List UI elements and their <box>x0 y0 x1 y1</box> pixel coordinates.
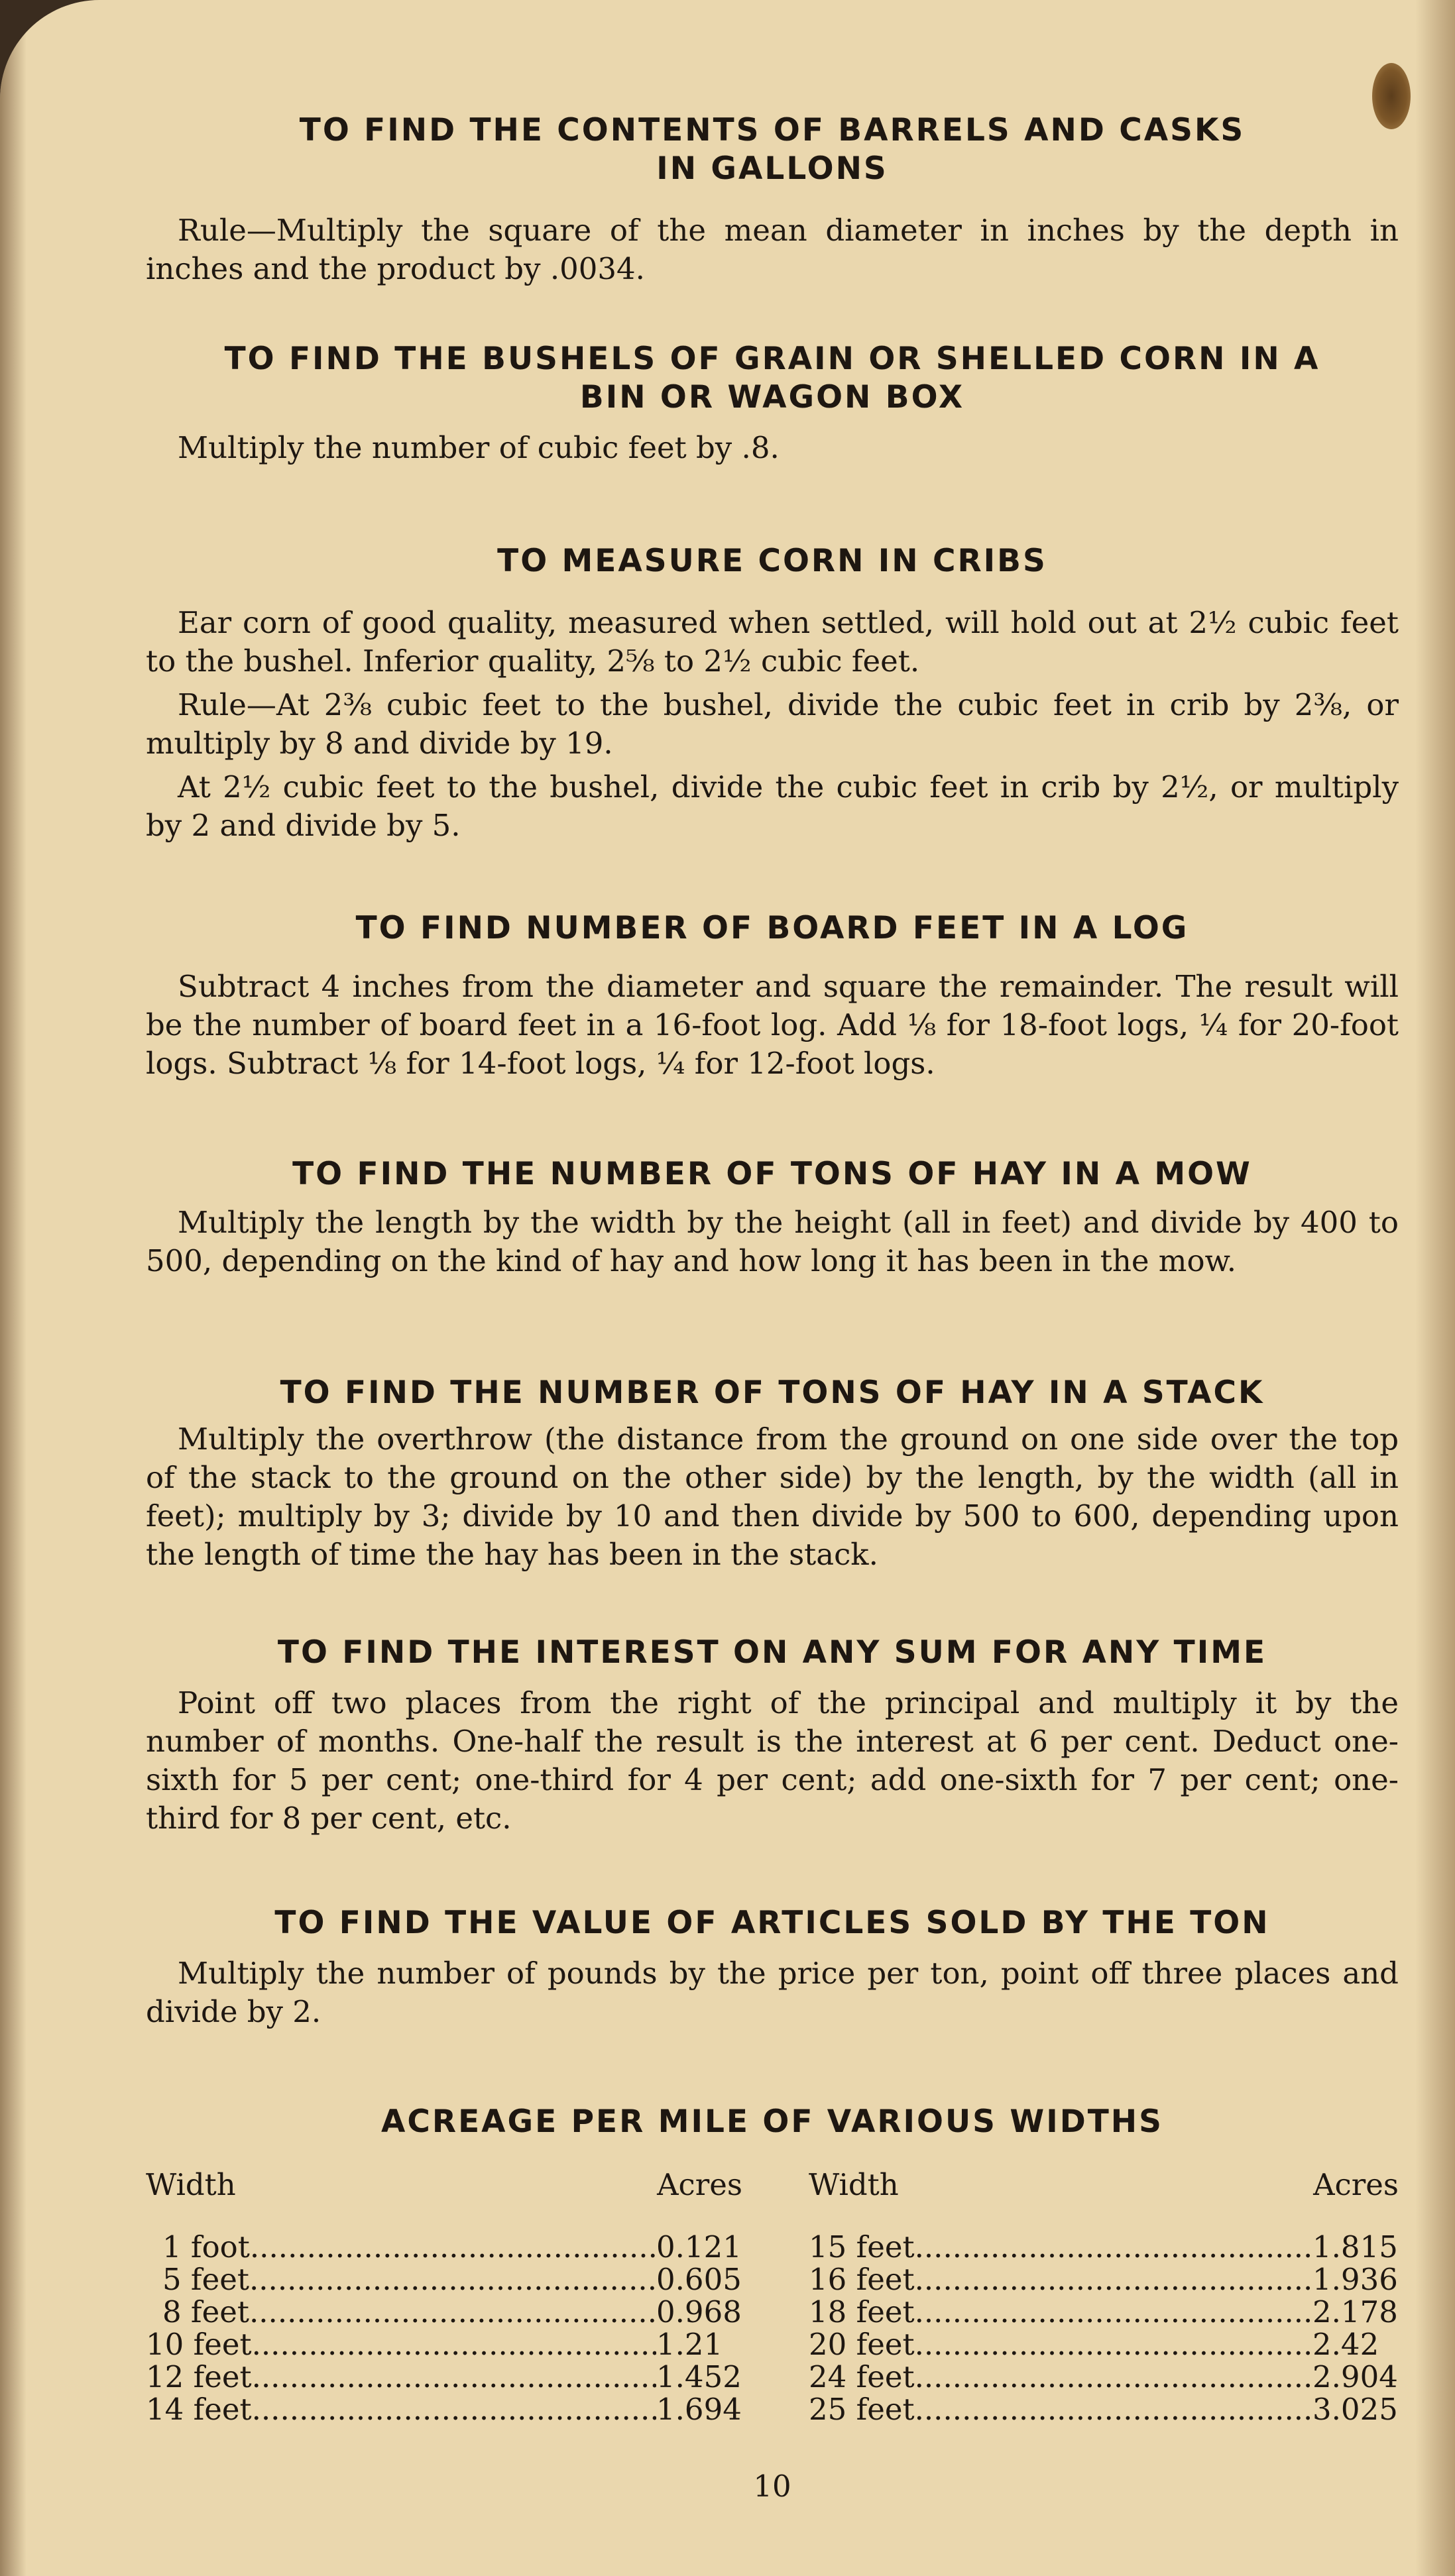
table-title: ACREAGE PER MILE OF VARIOUS WIDTHS <box>381 2103 1163 2140</box>
width-column-header: Width <box>146 2167 236 2202</box>
section-paragraph: At 2½ cubic feet to the bushel, divide the cubic feet in crib by 2½, or multiply by 2 and divide by 5. <box>146 769 1399 843</box>
acreage-table <box>146 2103 1399 2427</box>
section-paragraph: Multiply the number of pounds by the price per ton, point off three places and divide by 2. <box>146 1956 1399 2029</box>
section-corn-cribs <box>146 542 1399 845</box>
section-barrels-casks <box>146 111 1399 288</box>
width-column-header: Width <box>809 2167 899 2202</box>
page-number: 10 <box>753 2469 791 2504</box>
section-heading: TO FIND THE INTEREST ON ANY SUM FOR ANY TIME <box>277 1634 1267 1671</box>
page-edge-shadow <box>1415 0 1455 2576</box>
table-row: 16 feet ..... 1.936 <box>809 2263 1399 2296</box>
table-row: 8 feet ..... 0.968 <box>146 2296 742 2328</box>
acres-column-header: Acres <box>1313 2167 1399 2202</box>
section-paragraph: Multiply the overthrow (the distance from the ground on one side over the top of the stack to the ground on the other side) by the length, by the width (all in feet); multiply by 3; divide by 10 and then divide by 500 to 600, depending upon the length of time the hay has been in the stack. <box>146 1422 1399 1572</box>
section-hay-mow <box>146 1155 1399 1280</box>
table-row: 10 feet ..... 1.21 <box>146 2328 742 2361</box>
acres-column-header: Acres <box>657 2167 742 2202</box>
page-spine-shadow <box>0 0 27 2576</box>
section-paragraph: Multiply the length by the width by the height (all in feet) and divide by 400 to 500, depending on the kind of hay and how long it has been in the mow. <box>146 1205 1399 1278</box>
table-row: 14 feet ..... 1.694 <box>146 2393 742 2426</box>
section-heading: TO FIND THE NUMBER OF TONS OF HAY IN A MOW <box>292 1156 1252 1192</box>
table-row: 24 feet ..... 2.904 <box>809 2361 1399 2393</box>
section-interest <box>146 1634 1399 1838</box>
section-hay-stack <box>146 1374 1399 1574</box>
section-paragraph: Ear corn of good quality, measured when settled, will hold out at 2½ cubic feet to the bushel. Inferior quality, 2⅝ to 2½ cubic feet. <box>146 605 1399 679</box>
section-sold-by-ton <box>146 1904 1399 2031</box>
table-row: 5 feet ..... 0.605 <box>146 2263 742 2296</box>
section-heading: TO FIND THE NUMBER OF TONS OF HAY IN A STACK <box>280 1374 1265 1411</box>
section-paragraph: Point off two places from the right of the principal and multiply it by the number of months. One-half the result is the interest at 6 per cent. Deduct one-sixth for 5 per cent; one-third for 4 per cent; add one-sixth for 7 per cent; one-third for 8 per cent, etc. <box>146 1685 1399 1836</box>
section-heading: TO FIND NUMBER OF BOARD FEET IN A LOG <box>355 910 1189 946</box>
section-grain-bushels <box>146 340 1399 467</box>
table-column-right <box>809 2166 1399 2426</box>
section-heading: TO MEASURE CORN IN CRIBS <box>497 543 1047 579</box>
section-heading: TO FIND THE BUSHELS OF GRAIN OR SHELLED CORN IN A BIN OR WAGON BOX <box>224 341 1320 416</box>
table-row: 12 feet ..... 1.452 <box>146 2361 742 2393</box>
section-board-feet <box>146 909 1399 1083</box>
section-heading: TO FIND THE VALUE OF ARTICLES SOLD BY THE TON <box>274 1905 1270 1941</box>
table-header-row <box>809 2166 1399 2204</box>
table-row: 1 foot ..... 0.121 <box>146 2231 742 2263</box>
table-row: 20 feet ..... 2.42 <box>809 2328 1399 2361</box>
section-paragraph: Rule—Multiply the square of the mean diameter in inches by the depth in inches and the product by .0034. <box>146 213 1399 286</box>
table-header-row <box>146 2166 742 2204</box>
section-paragraph: Subtract 4 inches from the diameter and square the remainder. The result will be the number of board feet in a 16-foot log. Add ⅛ for 18-foot logs, ¼ for 20-foot logs. Subtract ⅛ for 14-foot logs, ¼ for 12-foot logs. <box>146 969 1399 1081</box>
table-column-left <box>146 2166 742 2426</box>
section-heading: TO FIND THE CONTENTS OF BARRELS AND CASKS IN GALLONS <box>299 112 1246 187</box>
table-row: 18 feet ..... 2.178 <box>809 2296 1399 2328</box>
section-paragraph: Rule—At 2⅜ cubic feet to the bushel, divide the cubic feet in crib by 2⅜, or multiply by 8 and divide by 19. <box>146 687 1399 761</box>
table-row: 15 feet ..... 1.815 <box>809 2231 1399 2263</box>
table-row: 25 feet ..... 3.025 <box>809 2393 1399 2426</box>
section-paragraph: Multiply the number of cubic feet by .8. <box>178 430 780 465</box>
